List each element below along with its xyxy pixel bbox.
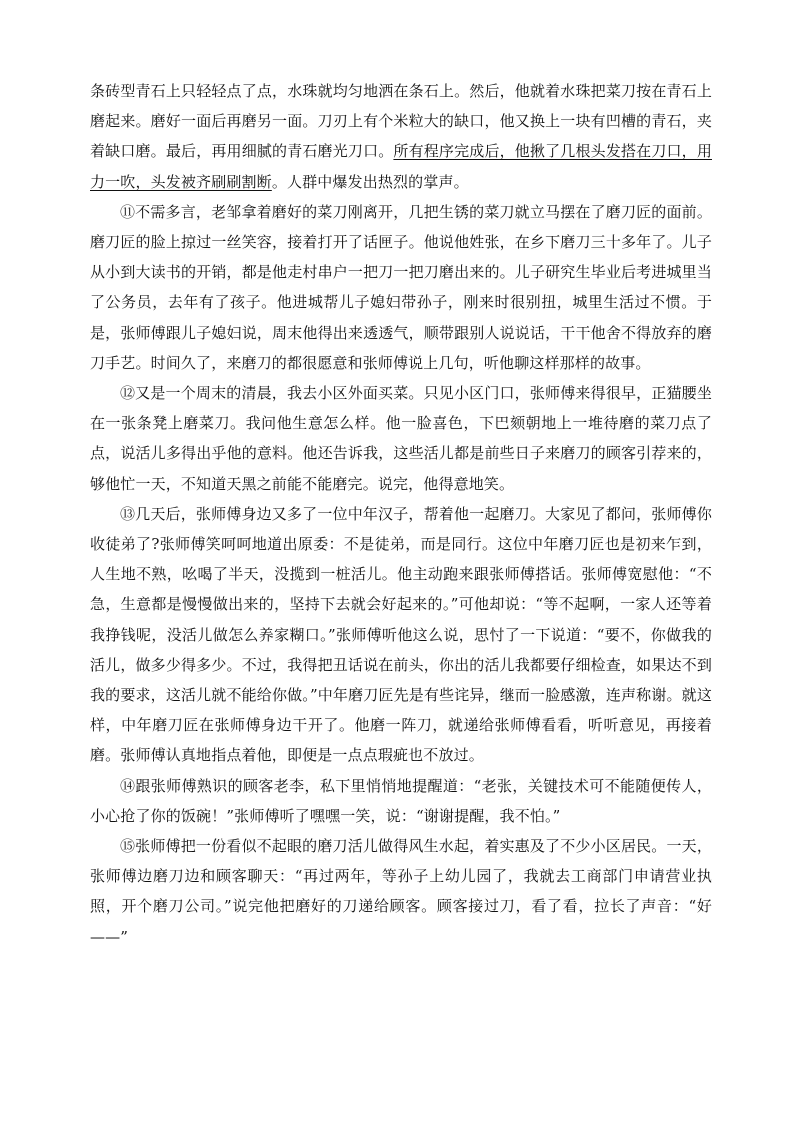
paragraph-10-ending: 。人群中爆发出热烈的掌声。: [271, 172, 469, 191]
paragraph-15: ⑮张师傅把一份看似不起眼的磨刀活儿做得风生水起，着实惠及了不少小区居民。一天，张师傅边磨刀边和顾客聊天：“再过两年，等孙子上幼儿园了，我就去工商部门申请营业执照，开个磨刀公司。”说完他把磨好的刀递给顾客。顾客接过刀，看了看，拉长了声音：“好——”: [90, 837, 712, 946]
paragraph-12: ⑫又是一个周末的清晨，我去小区外面买菜。只见小区门口，张师傅来得很早，正猫腰坐在一张条凳上磨菜刀。我问他生意怎么样。他一脸喜色，下巴颏朝地上一堆待磨的菜刀点了点，说活儿多得出乎他的意料。他还告诉我，这些活儿都是前些日子来磨刀的顾客引荐来的，够他忙一天，不知道天黑之前能不能磨完。说完，他得意地笑。: [90, 384, 712, 493]
paragraph-14: ⑭跟张师傅熟识的顾客老李，私下里悄悄地提醒道：“老张，关键技术可不能随便传人，小心抢了你的饭碗！”张师傅听了嘿嘿一笑，说：“谢谢提醒，我不怕。”: [90, 776, 712, 825]
story-text-body: [90, 76, 712, 952]
paragraph-10-continued: [90, 76, 712, 197]
paragraph-11: ⑪不需多言，老邹拿着磨好的菜刀刚离开，几把生锈的菜刀就立马摆在了磨刀匠的面前。磨刀匠的脸上掠过一丝笑容，接着打开了话匣子。他说他姓张，在乡下磨刀三十多年了。儿子从小到大读书的开销，都是他走村串户一把刀一把刀磨出来的。儿子研究生毕业后考进城里当了公务员，去年有了孩子。他进城帮儿子媳妇带孙子，刚来时很别扭，城里生活过不惯。于是，张师傅跟儿子媳妇说，周末他得出来透透气，顺带跟别人说说话，干干他舍不得放弃的磨刀手艺。时间久了，来磨刀的都很愿意和张师傅说上几句，听他聊这样那样的故事。: [90, 202, 712, 372]
underlined-sentence: 所有程序完成后，他揪了几根头发搭在刀口，用力一吹，头发被齐刷刷割断: [90, 142, 712, 191]
paragraph-13: ⑬几天后，张师傅身边又多了一位中年汉子，帮着他一起磨刀。大家见了都问，张师傅你收徒弟了?张师傅笑呵呵地道出原委：不是徒弟，而是同行。这位中年磨刀匠也是初来乍到，人生地不熟，吆喝了半天，没揽到一桩活儿。他主动跑来跟张师傅搭话。张师傅宽慰他：“不急，生意都是慢慢做出来的，坚持下去就会好起来的。”可他却说：“等不起啊，一家人还等着我挣钱呢，没活儿做怎么养家糊口。”张师傅听他这么说，思忖了一下说道：“要不，你做我的活儿，做多少得多少。不过，我得把丑话说在前头，你出的活儿我都要仔细检查，如果达不到我的要求，这活儿就不能给你做。”中年磨刀匠先是有些诧异，继而一脸感激，连声称谢。就这样，中年磨刀匠在张师傅身边干开了。他磨一阵刀，就递给张师傅看看，听听意见，再接着磨。张师傅认真地指点着他，即便是一点点瑕疵也不放过。: [90, 504, 712, 765]
paragraph-10-text: 条砖型青石上只轻轻点了点，水珠就均匀地洒在条石上。然后，他就着水珠把菜刀按在青石上磨起来。磨好一面后再磨另一面。刀刃上有个米粒大的缺口，他又换上一块有凹槽的青石，夹着缺口磨。最后，再用细腻的青石磨光刀口。: [90, 82, 712, 161]
